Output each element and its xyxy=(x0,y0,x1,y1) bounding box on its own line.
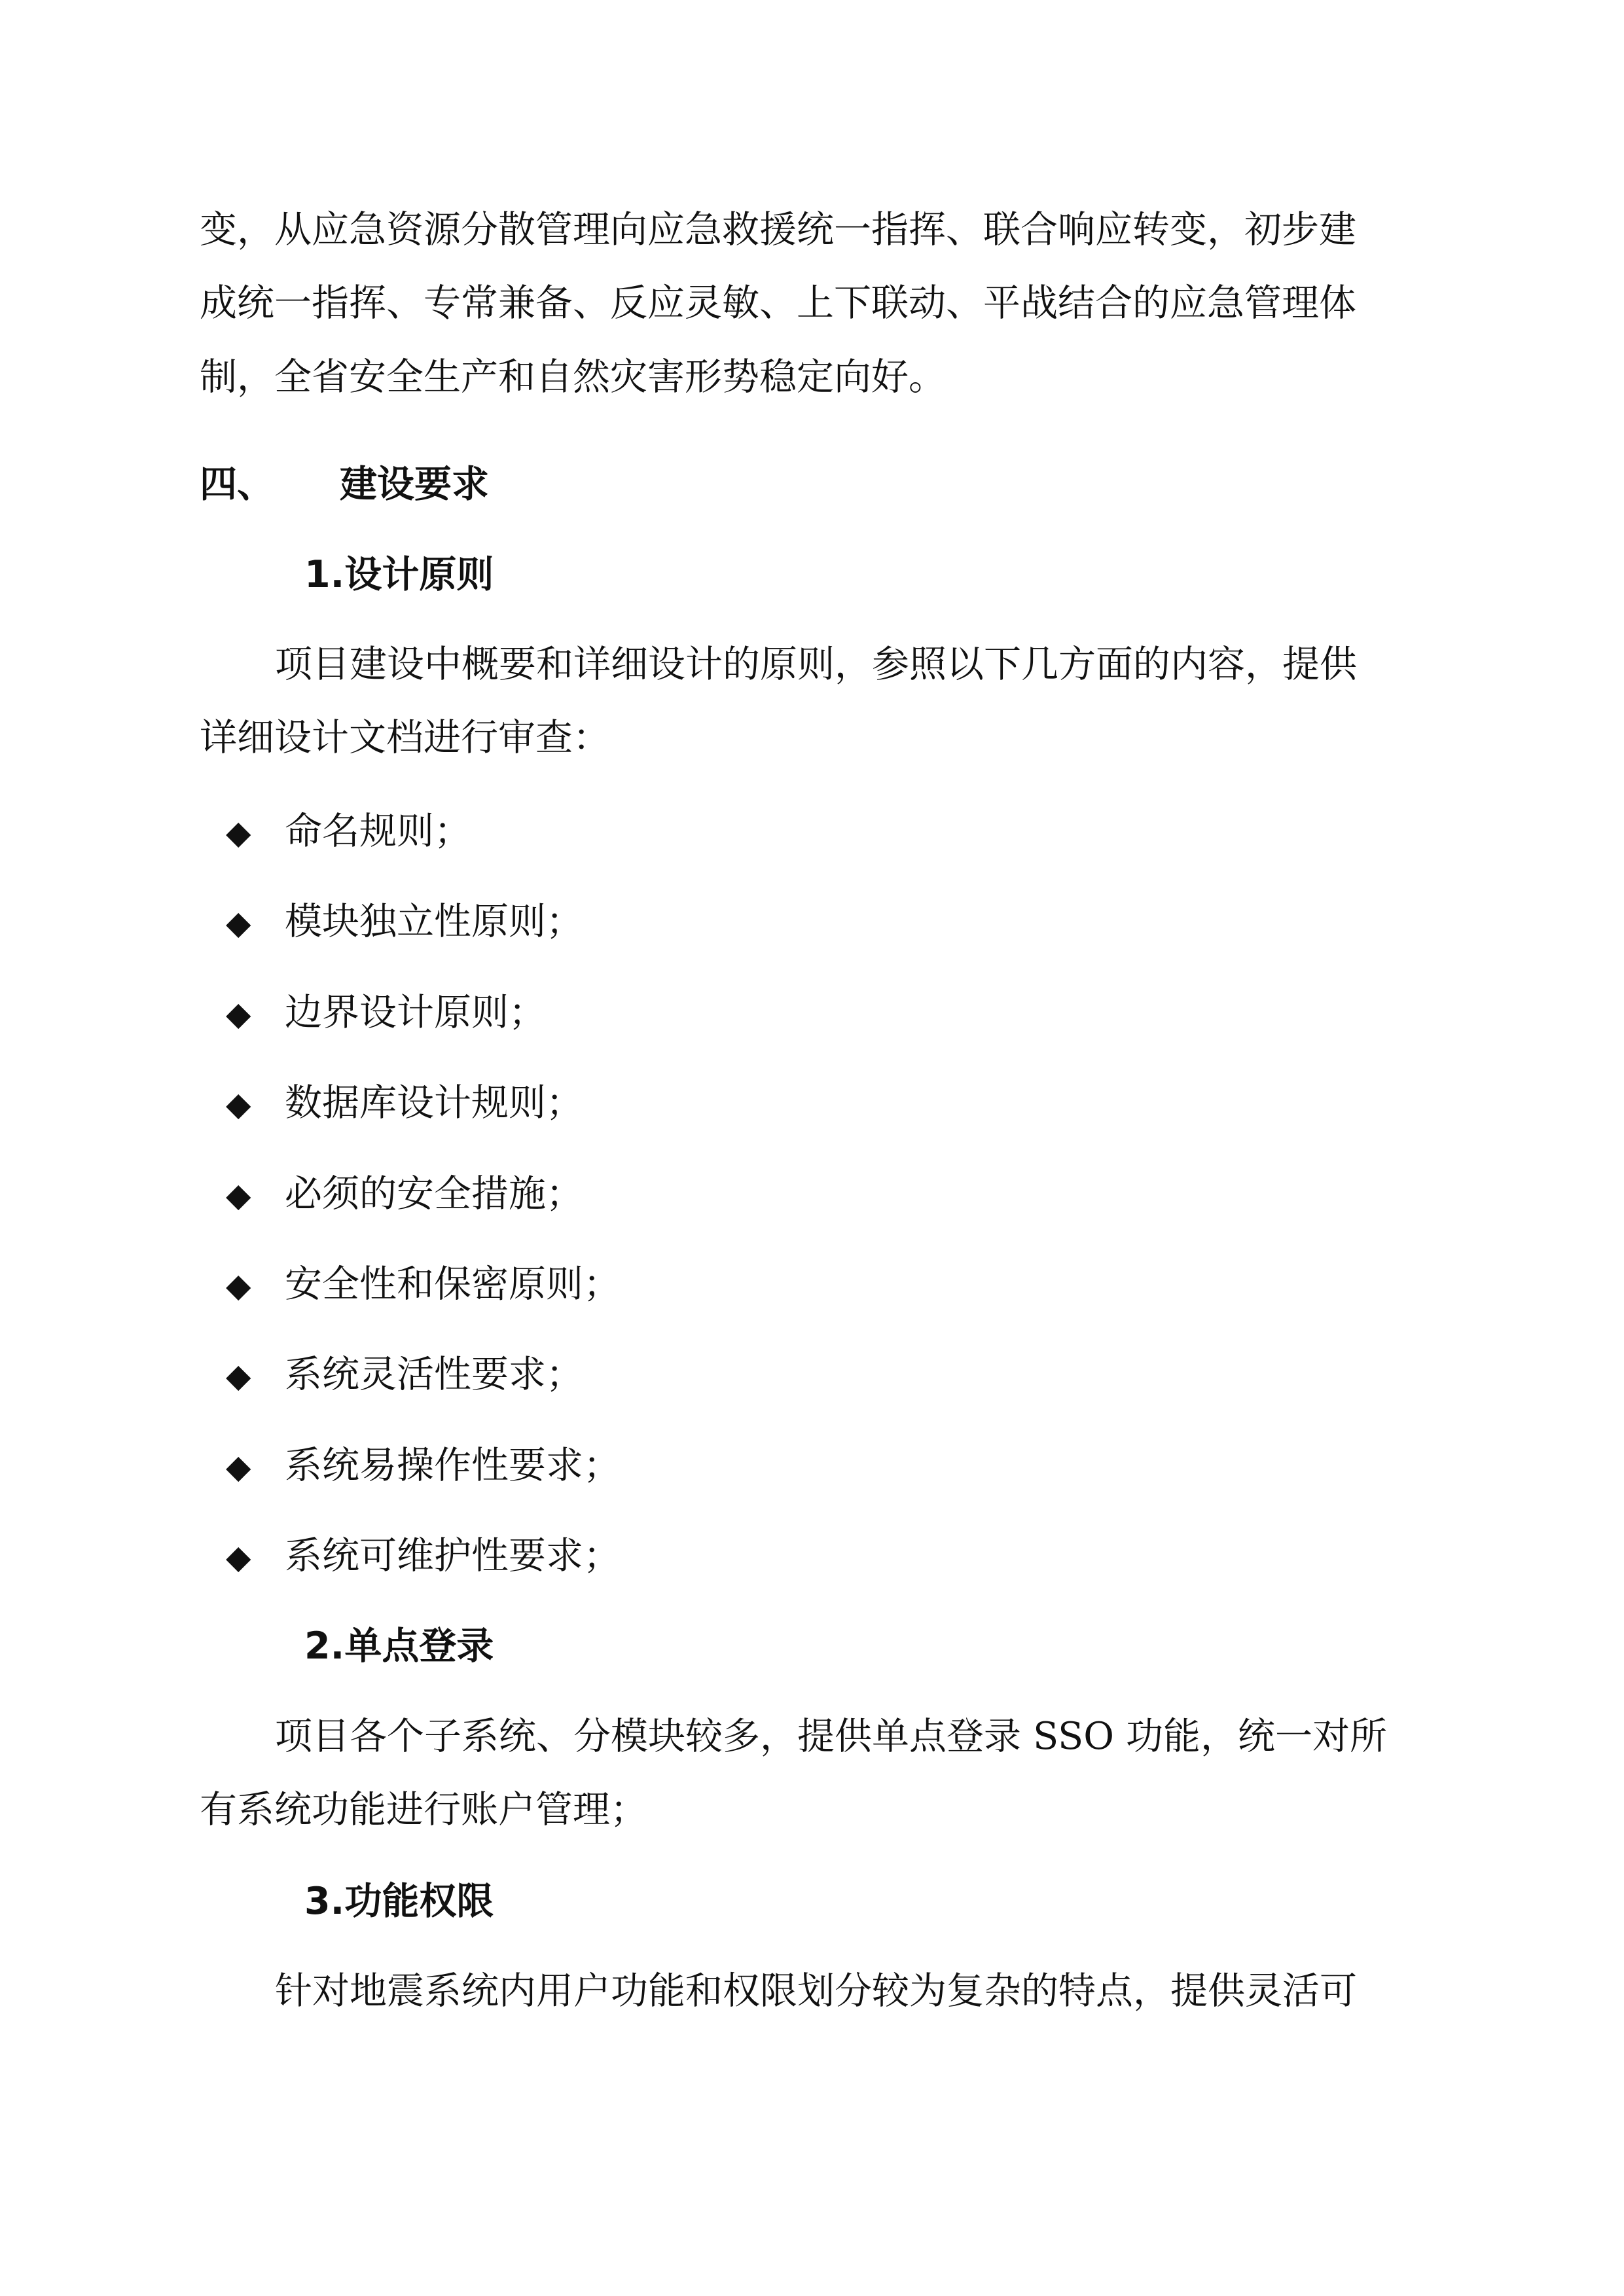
diamond-icon: ◆ xyxy=(226,904,251,942)
list-item-text: 命名规则； xyxy=(285,810,471,853)
intro-line-3: 制，全省安全生产和自然灾害形势稳定向好。 xyxy=(200,355,946,399)
subsection-heading-2: 2.单点登录 xyxy=(304,1624,494,1668)
list-item xyxy=(226,1077,583,1130)
diamond-icon: ◆ xyxy=(226,814,251,852)
list-item xyxy=(226,986,546,1040)
diamond-icon: ◆ xyxy=(226,1266,251,1304)
list-item-text: 边界设计原则； xyxy=(285,991,546,1034)
s2-para-line-1: 项目各个子系统、分模块较多，提供单点登录 SSO 功能，统一对所 xyxy=(275,1715,1388,1758)
diamond-icon: ◆ xyxy=(226,1357,251,1395)
diamond-icon: ◆ xyxy=(226,1176,251,1214)
list-item-text: 模块独立性原则； xyxy=(285,900,583,943)
list-item-text: 系统可维护性要求； xyxy=(285,1534,621,1577)
diamond-icon: ◆ xyxy=(226,1085,251,1123)
list-item-text: 必须的安全措施； xyxy=(285,1172,583,1215)
subsection-heading-1: 1.设计原则 xyxy=(304,553,494,596)
diamond-icon: ◆ xyxy=(226,995,251,1033)
section-number: 四、 xyxy=(200,463,274,506)
list-item-text: 安全性和保密原则； xyxy=(285,1263,621,1306)
diamond-icon: ◆ xyxy=(226,1448,251,1486)
s1-para-line-1: 项目建设中概要和详细设计的原则，参照以下几方面的内容，提供 xyxy=(275,643,1357,686)
list-item-text: 系统易操作性要求； xyxy=(285,1444,621,1487)
section-heading xyxy=(200,458,489,511)
list-item xyxy=(226,1258,621,1312)
list-item xyxy=(226,1439,621,1493)
intro-line-1: 变，从应急资源分散管理向应急救援统一指挥、联合响应转变，初步建 xyxy=(200,208,1356,251)
list-item-text: 系统灵活性要求； xyxy=(285,1353,583,1396)
s3-para-line-1: 针对地震系统内用户功能和权限划分较为复杂的特点，提供灵活可 xyxy=(275,1969,1357,2013)
diamond-icon: ◆ xyxy=(226,1538,251,1576)
list-item xyxy=(226,1530,621,1583)
list-item-text: 数据库设计规则； xyxy=(285,1081,583,1124)
list-item xyxy=(226,895,583,949)
intro-line-2: 成统一指挥、专常兼备、反应灵敏、上下联动、平战结合的应急管理体 xyxy=(200,281,1356,325)
section-title: 建设要求 xyxy=(340,463,489,506)
subsection-heading-3: 3.功能权限 xyxy=(304,1880,494,1923)
s1-para-line-2: 详细设计文档进行审查： xyxy=(200,716,610,759)
list-item xyxy=(226,805,471,859)
list-item xyxy=(226,1168,583,1221)
s2-para-line-2: 有系统功能进行账户管理； xyxy=(200,1788,647,1831)
list-item xyxy=(226,1348,583,1402)
